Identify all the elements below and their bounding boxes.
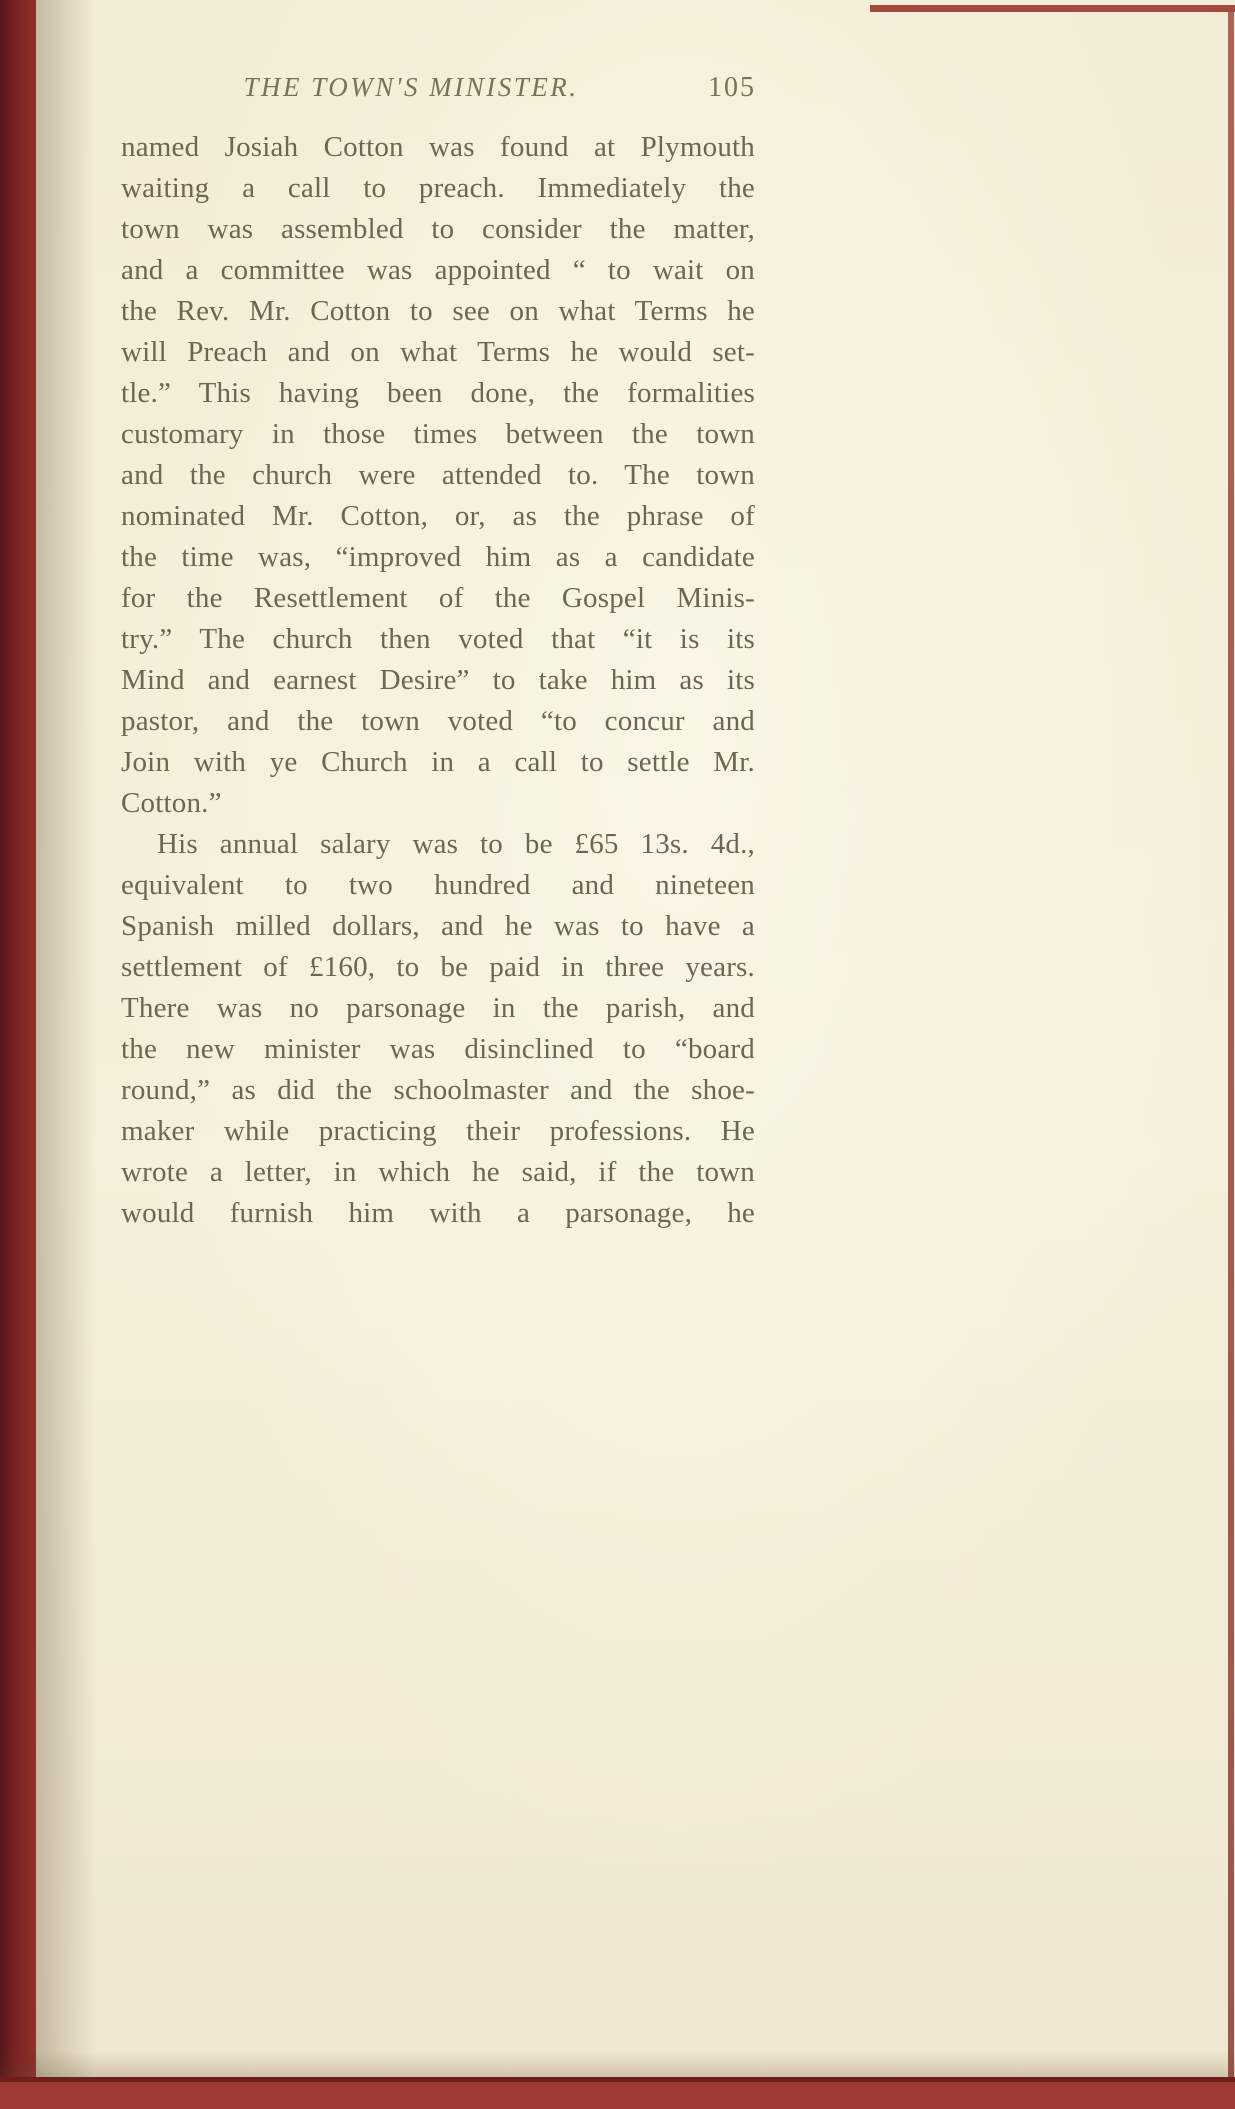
text-line: nominated Mr. Cotton, or, as the phrase of [121, 500, 755, 532]
text-line: and a committee was appointed “ to wait on [121, 254, 755, 286]
text-line: settlement of £160, to be paid in three years. [121, 951, 755, 983]
text-line: pastor, and the town voted “to concur and [121, 705, 755, 737]
header-title: THE TOWN'S MINISTER. [243, 72, 579, 102]
book-cover-bottom-edge [0, 2077, 1235, 2109]
text-line: tle.” This having been done, the formalities [121, 377, 755, 409]
paragraph [121, 127, 755, 824]
paragraph [121, 824, 755, 1234]
text-line: named Josiah Cotton was found at Plymouth [121, 131, 755, 163]
text-line: Join with ye Church in a call to settle Mr. [121, 746, 755, 778]
text-line: maker while practicing their professions. He [121, 1115, 755, 1147]
text-line: and the church were attended to. The town [121, 459, 755, 491]
text-line: try.” The church then voted that “it is its [121, 623, 755, 655]
text-line: the time was, “improved him as a candidate [121, 541, 755, 573]
text-line: would furnish him with a parsonage, he [121, 1197, 755, 1229]
page-body [121, 127, 755, 1234]
gutter-shadow [36, 0, 96, 2109]
text-line: customary in those times between the town [121, 418, 755, 450]
book-cover-left-edge [0, 0, 36, 2109]
text-line: the Rev. Mr. Cotton to see on what Terms he [121, 295, 755, 327]
text-line: Cotton.” [121, 787, 222, 819]
book-cover-top-edge [870, 5, 1235, 12]
page-bottom-shadow [0, 2051, 1235, 2077]
text-line: the new minister was disinclined to “board [121, 1033, 755, 1065]
running-header [122, 72, 756, 112]
text-line: Mind and earnest Desire” to take him as its [121, 664, 755, 696]
text-line: equivalent to two hundred and nineteen [121, 869, 755, 901]
text-line: Spanish milled dollars, and he was to have a [121, 910, 755, 942]
text-line: waiting a call to preach. Immediately the [121, 172, 755, 204]
text-line: There was no parsonage in the parish, and [121, 992, 755, 1024]
text-line: round,” as did the schoolmaster and the shoe- [121, 1074, 755, 1106]
page-number: 105 [708, 72, 756, 103]
text-line: His annual salary was to be £65 13s. 4d., [157, 828, 755, 860]
text-line: town was assembled to consider the matter, [121, 213, 755, 245]
book-cover-right-edge [1228, 5, 1234, 2081]
text-line: wrote a letter, in which he said, if the town [121, 1156, 755, 1188]
text-line: for the Resettlement of the Gospel Minis- [121, 582, 755, 614]
text-line: will Preach and on what Terms he would set- [121, 336, 755, 368]
